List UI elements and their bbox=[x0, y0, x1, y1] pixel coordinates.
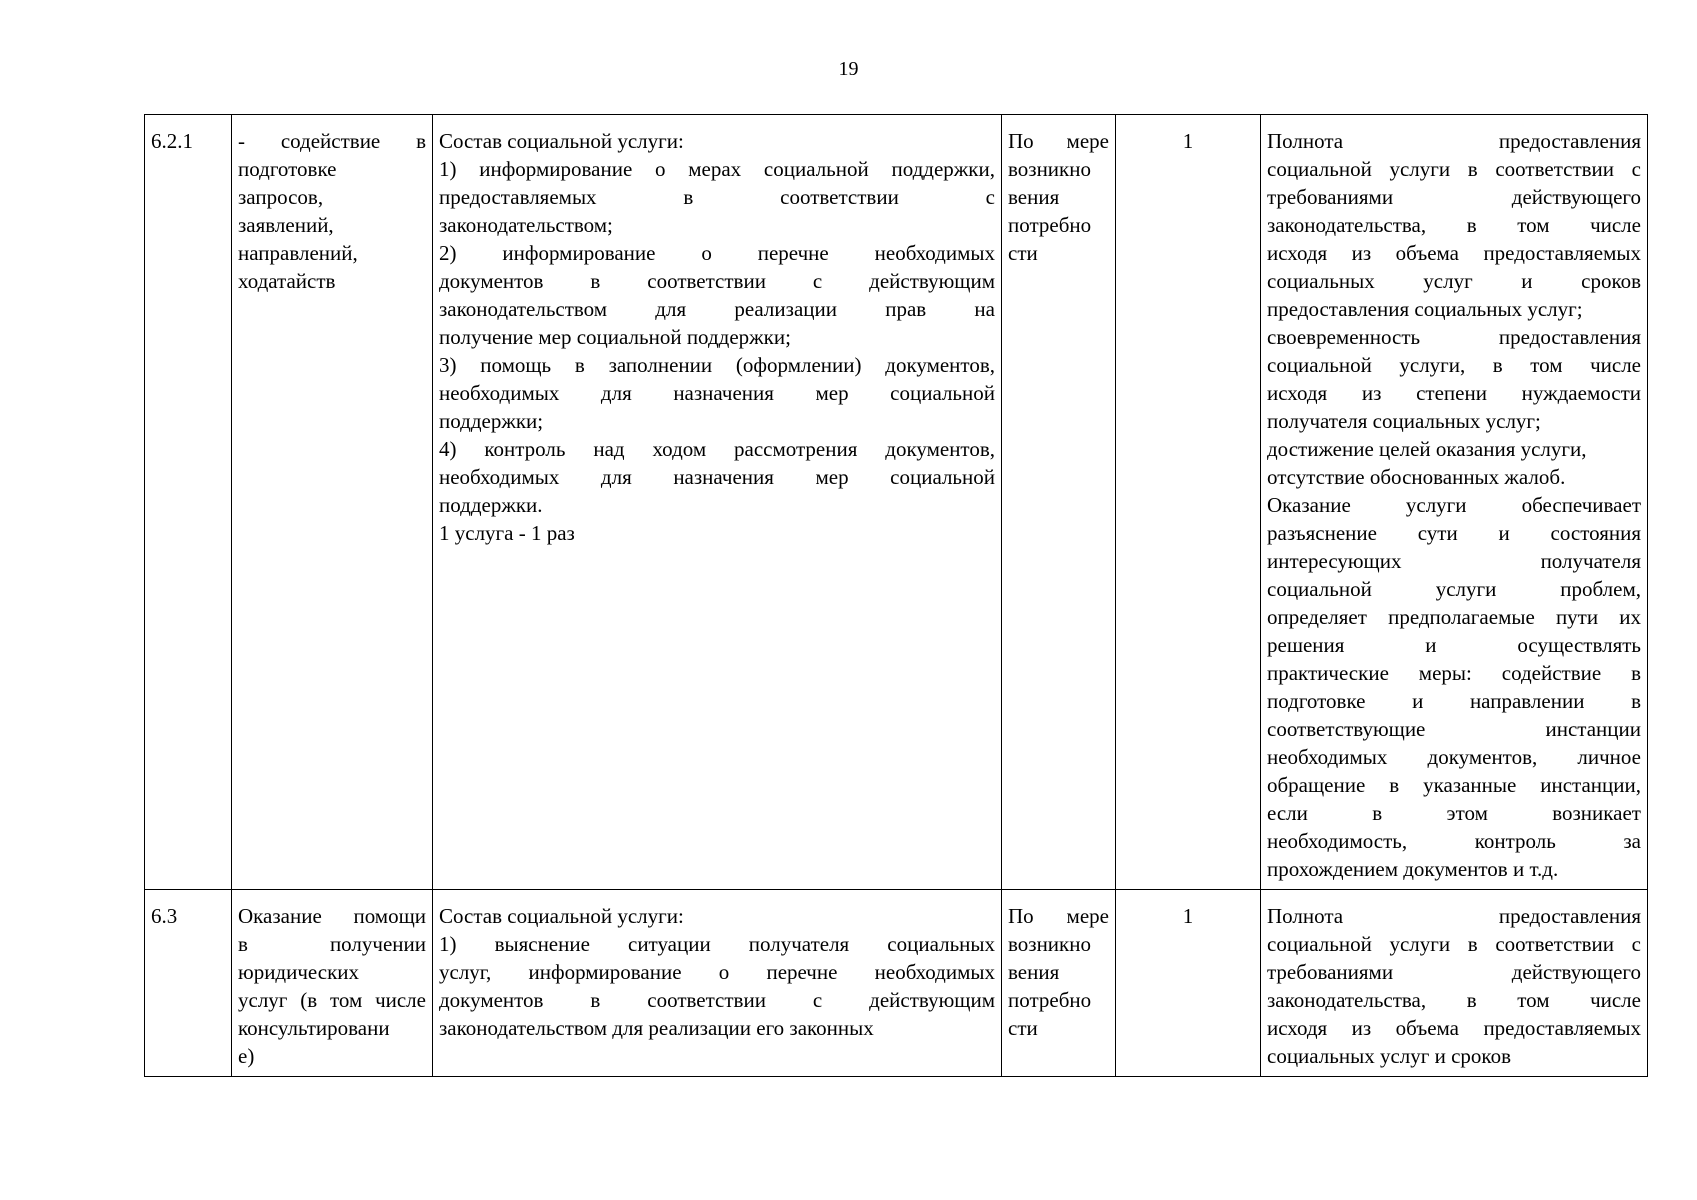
name-line: в получении bbox=[238, 932, 426, 956]
service-criteria-cell bbox=[1261, 115, 1648, 890]
name-line: Оказание помощи bbox=[238, 904, 426, 928]
criteria-line: соответствующие инстанции bbox=[1267, 717, 1641, 741]
name-line: запросов, bbox=[238, 185, 324, 209]
composition-line: услуг, информирование о перечне необходимых bbox=[439, 960, 995, 984]
composition-line: 4) контроль над ходом рассмотрения документов, bbox=[439, 437, 995, 461]
service-frequency-cell bbox=[1002, 115, 1116, 890]
criteria-line: необходимость, контроль за bbox=[1267, 829, 1641, 853]
service-volume-cell bbox=[1116, 115, 1261, 890]
composition-line: 1 услуга - 1 раз bbox=[439, 521, 575, 545]
frequency-line: По мере bbox=[1008, 904, 1109, 928]
composition-line: законодательством для реализации его законных bbox=[439, 1016, 874, 1040]
composition-line: 3) помощь в заполнении (оформлении) документов, bbox=[439, 353, 995, 377]
criteria-line: исходя из объема предоставляемых bbox=[1267, 1016, 1641, 1040]
composition-line: документов в соответствии с действующим bbox=[439, 988, 995, 1012]
composition-line: Состав социальной услуги: bbox=[439, 904, 684, 928]
criteria-line: социальных услуг и сроков bbox=[1267, 269, 1641, 293]
composition-line: 1) информирование о мерах социальной поддержки, bbox=[439, 157, 995, 181]
service-number: 6.3 bbox=[151, 904, 178, 928]
service-criteria-cell bbox=[1261, 890, 1648, 1077]
criteria-line: законодательства, в том числе bbox=[1267, 213, 1641, 237]
composition-line: документов в соответствии с действующим bbox=[439, 269, 995, 293]
criteria-line: исходя из объема предоставляемых bbox=[1267, 241, 1641, 265]
criteria-line: предоставления социальных услуг; bbox=[1267, 297, 1583, 321]
service-name-cell bbox=[232, 115, 433, 890]
composition-line: необходимых для назначения мер социальной bbox=[439, 381, 995, 405]
service-composition-cell bbox=[433, 890, 1002, 1077]
service-composition-cell bbox=[433, 115, 1002, 890]
composition-line: Состав социальной услуги: bbox=[439, 129, 684, 153]
criteria-line: прохождением документов и т.д. bbox=[1267, 857, 1559, 881]
service-number: 6.2.1 bbox=[151, 129, 193, 153]
criteria-line: социальных услуг и сроков bbox=[1267, 1044, 1511, 1068]
criteria-line: социальной услуги проблем, bbox=[1267, 577, 1641, 601]
criteria-line: практические меры: содействие в bbox=[1267, 661, 1641, 685]
name-line: консультировани bbox=[238, 1016, 390, 1040]
criteria-line: обращение в указанные инстанции, bbox=[1267, 773, 1641, 797]
frequency-line: возникно bbox=[1008, 932, 1091, 956]
criteria-line: требованиями действующего bbox=[1267, 960, 1641, 984]
service-volume-cell bbox=[1116, 890, 1261, 1077]
service-volume: 1 bbox=[1182, 129, 1194, 153]
composition-line: поддержки. bbox=[439, 493, 543, 517]
service-volume: 1 bbox=[1182, 904, 1194, 928]
table-row bbox=[145, 115, 1648, 890]
frequency-line: По мере bbox=[1008, 129, 1109, 153]
composition-line: 1) выяснение ситуации получателя социальных bbox=[439, 932, 995, 956]
criteria-line: своевременность предоставления bbox=[1267, 325, 1641, 349]
criteria-line: подготовке и направлении в bbox=[1267, 689, 1641, 713]
composition-line: поддержки; bbox=[439, 409, 544, 433]
criteria-line: исходя из степени нуждаемости bbox=[1267, 381, 1641, 405]
service-frequency-cell bbox=[1002, 890, 1116, 1077]
name-line: е) bbox=[238, 1044, 255, 1068]
frequency-line: вения bbox=[1008, 185, 1060, 209]
name-line: подготовке bbox=[238, 157, 337, 181]
name-line: - содействие в bbox=[238, 129, 426, 153]
table-row bbox=[145, 890, 1648, 1077]
name-line: юридических bbox=[238, 960, 360, 984]
composition-line: законодательством; bbox=[439, 213, 613, 237]
criteria-line: социальной услуги в соответствии с bbox=[1267, 932, 1641, 956]
criteria-line: решения и осуществлять bbox=[1267, 633, 1641, 657]
criteria-line: Полнота предоставления bbox=[1267, 904, 1641, 928]
criteria-line: если в этом возникает bbox=[1267, 801, 1641, 825]
service-number-cell bbox=[145, 115, 232, 890]
composition-line: получение мер социальной поддержки; bbox=[439, 325, 791, 349]
criteria-line: Полнота предоставления bbox=[1267, 129, 1641, 153]
composition-line: необходимых для назначения мер социальной bbox=[439, 465, 995, 489]
services-table bbox=[144, 114, 1648, 1077]
criteria-line: отсутствие обоснованных жалоб. bbox=[1267, 465, 1566, 489]
criteria-line: определяет предполагаемые пути их bbox=[1267, 605, 1641, 629]
frequency-line: возникно bbox=[1008, 157, 1091, 181]
criteria-line: социальной услуги, в том числе bbox=[1267, 353, 1641, 377]
name-line: заявлений, bbox=[238, 213, 334, 237]
criteria-line: Оказание услуги обеспечивает bbox=[1267, 493, 1641, 517]
service-number-cell bbox=[145, 890, 232, 1077]
criteria-line: требованиями действующего bbox=[1267, 185, 1641, 209]
frequency-line: сти bbox=[1008, 1016, 1038, 1040]
criteria-line: разъяснение сути и состояния bbox=[1267, 521, 1641, 545]
frequency-line: потребно bbox=[1008, 988, 1092, 1012]
criteria-line: законодательства, в том числе bbox=[1267, 988, 1641, 1012]
composition-line: 2) информирование о перечне необходимых bbox=[439, 241, 995, 265]
frequency-line: сти bbox=[1008, 241, 1038, 265]
criteria-line: интересующих получателя bbox=[1267, 549, 1641, 573]
page-number: 19 bbox=[838, 58, 859, 80]
criteria-line: необходимых документов, личное bbox=[1267, 745, 1641, 769]
criteria-line: получателя социальных услуг; bbox=[1267, 409, 1541, 433]
service-name-cell bbox=[232, 890, 433, 1077]
frequency-line: потребно bbox=[1008, 213, 1092, 237]
composition-line: законодательством для реализации прав на bbox=[439, 297, 995, 321]
criteria-line: достижение целей оказания услуги, bbox=[1267, 437, 1587, 461]
frequency-line: вения bbox=[1008, 960, 1060, 984]
name-line: ходатайств bbox=[238, 269, 336, 293]
name-line: направлений, bbox=[238, 241, 358, 265]
criteria-line: социальной услуги в соответствии с bbox=[1267, 157, 1641, 181]
name-line: услуг (в том числе bbox=[238, 988, 426, 1012]
composition-line: предоставляемых в соответствии с bbox=[439, 185, 995, 209]
